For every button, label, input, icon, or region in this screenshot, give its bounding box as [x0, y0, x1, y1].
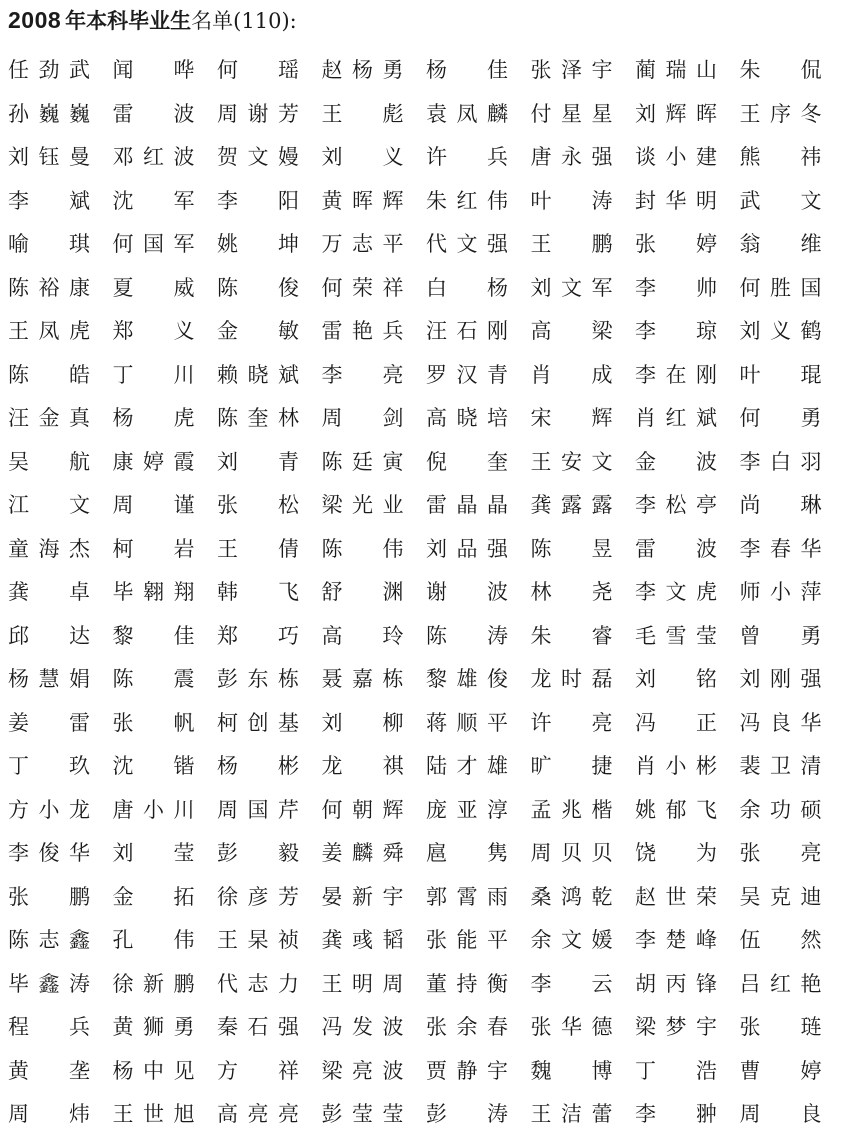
- graduate-name: 何勇: [739, 406, 822, 430]
- graduate-name: 邱达: [8, 623, 90, 648]
- graduate-name: 闻哗: [112, 58, 195, 82]
- graduate-name: 刘辉晖: [635, 101, 717, 126]
- graduate-name: 余功硕: [739, 797, 822, 822]
- graduate-name: 吕红艳: [739, 971, 822, 996]
- graduate-name: 高梁: [530, 319, 613, 343]
- graduate-name: 杨中见: [112, 1058, 195, 1083]
- graduate-name: 刘铭: [635, 667, 717, 691]
- graduate-name: 肖小彬: [635, 754, 717, 778]
- graduate-name: 张能平: [426, 928, 508, 952]
- graduate-name: 唐小川: [112, 797, 195, 822]
- graduate-name: 秦石强: [217, 1015, 299, 1039]
- graduate-name: 许亮: [530, 710, 613, 735]
- graduate-name: 毛雪莹: [635, 623, 717, 648]
- graduate-name: 陈廷寅: [321, 449, 404, 474]
- graduate-name: 梁光业: [321, 493, 404, 517]
- graduate-name: 沈军: [112, 188, 195, 213]
- graduate-name: 封华明: [635, 188, 717, 213]
- graduate-name: 王鹏: [530, 232, 613, 256]
- graduate-name: 徐新鹏: [112, 971, 195, 996]
- graduate-name: 李云: [530, 971, 613, 996]
- graduate-name: 魏博: [530, 1058, 613, 1083]
- graduate-name: 舒渊: [321, 580, 404, 604]
- graduate-name: 杨彬: [217, 754, 299, 778]
- graduate-name: 何瑶: [217, 58, 299, 82]
- graduate-name: 丁川: [112, 362, 195, 387]
- graduate-name: 尚琳: [739, 493, 822, 517]
- graduate-name: 朱侃: [739, 58, 822, 82]
- graduate-name: 陈志鑫: [8, 928, 90, 952]
- graduate-name: 王安文: [530, 449, 613, 474]
- graduate-name: 谈小建: [635, 145, 717, 169]
- graduate-name: 白杨: [426, 275, 508, 300]
- graduate-name: 冯发波: [321, 1015, 404, 1039]
- graduate-name: 李琼: [635, 319, 717, 343]
- graduate-name: 李春华: [739, 536, 822, 561]
- graduate-name: 赖晓斌: [217, 362, 299, 387]
- graduate-name: 李俊华: [8, 841, 90, 865]
- graduate-name: 付星星: [530, 101, 613, 126]
- graduate-name: 王倩: [217, 536, 299, 561]
- graduate-name: 陈涛: [426, 623, 508, 648]
- graduate-name: 何国军: [112, 232, 195, 256]
- graduate-name: 赵杨勇: [321, 58, 404, 82]
- graduate-name: 冯正: [635, 710, 717, 735]
- graduate-name: 汪石刚: [426, 319, 508, 343]
- graduate-name: 龙祺: [321, 754, 404, 778]
- graduate-name: 邓红波: [112, 145, 195, 169]
- names-grid: [8, 49, 844, 1137]
- graduate-name: 代文强: [426, 232, 508, 256]
- graduate-name: 龚卓: [8, 580, 90, 604]
- graduate-name: 张亮: [739, 841, 822, 865]
- graduate-name: 周谨: [112, 493, 195, 517]
- graduate-name: 庞亚淳: [426, 797, 508, 822]
- graduate-name: 李斌: [8, 188, 90, 213]
- graduate-name: 张鹏: [8, 884, 90, 909]
- graduate-name: 贾静宇: [426, 1058, 508, 1083]
- graduate-name: 周贝贝: [530, 841, 613, 865]
- graduate-name: 张婷: [635, 232, 717, 256]
- graduate-name: 何朝辉: [321, 797, 404, 822]
- graduate-name: 伍然: [739, 928, 822, 952]
- graduate-name: 张帆: [112, 710, 195, 735]
- graduate-name: 陆才雄: [426, 754, 508, 778]
- graduate-name: 方祥: [217, 1058, 299, 1083]
- graduate-name: 刘柳: [321, 710, 404, 735]
- graduate-name: 高玲: [321, 623, 404, 648]
- graduate-name: 王彪: [321, 101, 404, 126]
- graduate-name: 刘义鹤: [739, 319, 822, 343]
- graduate-name: 孙巍巍: [8, 101, 90, 126]
- title-bold-text: 年本科毕业生: [65, 10, 192, 33]
- graduate-name: 江文: [8, 493, 90, 517]
- graduate-name: 高亮亮: [217, 1102, 299, 1126]
- graduate-name: 姜麟舜: [321, 841, 404, 865]
- title-regular-text: 名单(110):: [191, 9, 297, 33]
- graduate-name: 梁梦宇: [635, 1015, 717, 1039]
- graduate-name: 刘刚强: [739, 667, 822, 691]
- graduate-name: 郭霄雨: [426, 884, 508, 909]
- graduate-name: 李帅: [635, 275, 717, 300]
- graduate-name: 贺文嫚: [217, 145, 299, 169]
- graduate-name: 张华德: [530, 1015, 613, 1039]
- graduate-name: 杨虎: [112, 406, 195, 430]
- graduate-name: 沈锴: [112, 754, 195, 778]
- graduate-name: 任劲武: [8, 58, 90, 82]
- graduate-name: 李白羽: [739, 449, 822, 474]
- graduate-name: 周谢芳: [217, 101, 299, 126]
- graduate-name: 李亮: [321, 362, 404, 387]
- graduate-name: 肖成: [530, 362, 613, 387]
- graduate-name: 王序冬: [739, 101, 822, 126]
- graduate-name: 彭东栋: [217, 667, 299, 691]
- graduate-name: 刘义: [321, 145, 404, 169]
- graduate-name: 胡丙锋: [635, 971, 717, 996]
- graduate-name: 彭涛: [426, 1102, 508, 1126]
- graduate-name: 唐永强: [530, 145, 613, 169]
- graduate-name: 曹婷: [739, 1058, 822, 1083]
- graduate-name: 曾勇: [739, 623, 822, 648]
- graduate-name: 翁维: [739, 232, 822, 256]
- graduate-name: 晏新宇: [321, 884, 404, 909]
- graduate-name: 雷波: [635, 536, 717, 561]
- graduate-name: 毕翱翔: [112, 580, 195, 604]
- graduate-name: 倪奎: [426, 449, 508, 474]
- graduate-name: 王洁蕾: [530, 1102, 613, 1126]
- graduate-name: 蒋顺平: [426, 710, 508, 735]
- graduate-name: 刘品强: [426, 536, 508, 561]
- graduate-name: 韩飞: [217, 580, 299, 604]
- graduate-name: 陈奎林: [217, 406, 299, 430]
- graduate-name: 方小龙: [8, 797, 90, 822]
- page-title: [8, 5, 842, 37]
- graduate-name: 柯岩: [112, 536, 195, 561]
- graduate-name: 金敏: [217, 319, 299, 343]
- graduate-name: 王杲祯: [217, 928, 299, 952]
- graduate-name: 雷晶晶: [426, 493, 508, 517]
- graduate-name: 高晓培: [426, 406, 508, 430]
- graduate-name: 姚坤: [217, 232, 299, 256]
- graduate-name: 汪金真: [8, 406, 90, 430]
- graduate-name: 余文媛: [530, 928, 613, 952]
- graduate-name: 黄晖辉: [321, 188, 404, 213]
- graduate-name: 姚郁飞: [635, 797, 717, 822]
- graduate-name: 刘文军: [530, 275, 613, 300]
- graduate-name: 吴航: [8, 449, 90, 474]
- graduate-name: 龚露露: [530, 493, 613, 517]
- graduate-name: 童海杰: [8, 536, 90, 561]
- graduate-name: 宋辉: [530, 406, 613, 430]
- title-year-text: 2008: [8, 7, 62, 33]
- graduate-name: 扈隽: [426, 841, 508, 865]
- graduate-name: 代志力: [217, 971, 299, 996]
- graduate-name: 姜雷: [8, 710, 90, 735]
- graduate-name: 周良: [739, 1102, 822, 1126]
- graduate-name: 刘青: [217, 449, 299, 474]
- graduate-name: 雷波: [112, 101, 195, 126]
- graduate-name: 熊祎: [739, 145, 822, 169]
- graduate-name: 罗汉青: [426, 362, 508, 387]
- graduate-name: 朱睿: [530, 623, 613, 648]
- graduate-name: 袁凤麟: [426, 101, 508, 126]
- graduate-name: 林尧: [530, 580, 613, 604]
- graduate-name: 金波: [635, 449, 717, 474]
- graduate-name: 陈裕康: [8, 275, 90, 300]
- graduate-name: 蔺瑞山: [635, 58, 717, 82]
- graduate-name: 陈震: [112, 667, 195, 691]
- graduate-name: 郑义: [112, 319, 195, 343]
- graduate-name: 夏威: [112, 275, 195, 300]
- graduate-name: 金拓: [112, 884, 195, 909]
- graduate-name: 吴克迪: [739, 884, 822, 909]
- graduate-name: 黎佳: [112, 623, 195, 648]
- graduate-name: 龚彧韬: [321, 928, 404, 952]
- graduate-name: 丁玖: [8, 754, 90, 778]
- graduate-name: 李松亭: [635, 493, 717, 517]
- graduate-name: 裴卫清: [739, 754, 822, 778]
- graduate-name: 赵世荣: [635, 884, 717, 909]
- graduate-name: 饶为: [635, 841, 717, 865]
- graduate-name: 程兵: [8, 1015, 90, 1039]
- graduate-name: 李在刚: [635, 362, 717, 387]
- graduate-name: 万志平: [321, 232, 404, 256]
- graduate-name: 陈昱: [530, 536, 613, 561]
- graduate-name: 毕鑫涛: [8, 971, 90, 996]
- graduate-name: 黎雄俊: [426, 667, 508, 691]
- graduate-name: 王世旭: [112, 1102, 195, 1126]
- graduate-name: 李文虎: [635, 580, 717, 604]
- graduate-name: 周炜: [8, 1102, 90, 1126]
- graduate-name: 丁浩: [635, 1058, 717, 1083]
- graduate-name: 陈俊: [217, 275, 299, 300]
- graduate-name: 张余春: [426, 1015, 508, 1039]
- graduate-name: 肖红斌: [635, 406, 717, 430]
- graduate-name: 彭毅: [217, 841, 299, 865]
- graduate-name: 李阳: [217, 188, 299, 213]
- graduate-name: 何荣祥: [321, 275, 404, 300]
- graduate-name: 师小萍: [739, 580, 822, 604]
- graduate-name: 叶琨: [739, 362, 822, 387]
- graduate-name: 许兵: [426, 145, 508, 169]
- graduate-name: 叶涛: [530, 188, 613, 213]
- graduate-name: 刘莹: [112, 841, 195, 865]
- graduate-name: 冯良华: [739, 710, 822, 735]
- graduate-name: 武文: [739, 188, 822, 213]
- graduate-name: 董持衡: [426, 971, 508, 996]
- graduate-name: 黄垄: [8, 1058, 90, 1083]
- graduate-name: 张松: [217, 493, 299, 517]
- graduate-name: 王凤虎: [8, 319, 90, 343]
- graduate-name: 李翀: [635, 1102, 717, 1126]
- graduate-name: 刘钰曼: [8, 145, 90, 169]
- graduate-name: 李楚峰: [635, 928, 717, 952]
- graduate-name: 张琏: [739, 1015, 822, 1039]
- graduate-name: 桑鸿乾: [530, 884, 613, 909]
- graduate-name: 黄狮勇: [112, 1015, 195, 1039]
- graduate-name: 杨慧娟: [8, 667, 90, 691]
- graduate-name: 彭莹莹: [321, 1102, 404, 1126]
- graduate-name: 旷捷: [530, 754, 613, 778]
- graduate-name: 谢波: [426, 580, 508, 604]
- graduate-name: 陈伟: [321, 536, 404, 561]
- graduate-name: 徐彦芳: [217, 884, 299, 909]
- graduate-name: 张泽宇: [530, 58, 613, 82]
- graduate-name: 梁亮波: [321, 1058, 404, 1083]
- graduate-name: 周国芹: [217, 797, 299, 822]
- graduate-name: 王明周: [321, 971, 404, 996]
- graduate-name: 郑巧: [217, 623, 299, 648]
- graduate-name: 喻琪: [8, 232, 90, 256]
- graduate-name: 康婷霞: [112, 449, 195, 474]
- graduate-name: 杨佳: [426, 58, 508, 82]
- graduate-name: 朱红伟: [426, 188, 508, 213]
- graduate-name: 孔伟: [112, 928, 195, 952]
- graduate-name: 孟兆楷: [530, 797, 613, 822]
- graduate-name: 龙时磊: [530, 667, 613, 691]
- graduate-name: 聂嘉栋: [321, 667, 404, 691]
- graduate-name: 陈皓: [8, 362, 90, 387]
- graduate-name: 柯创基: [217, 710, 299, 735]
- graduate-name: 周剑: [321, 406, 404, 430]
- graduate-name: 雷艳兵: [321, 319, 404, 343]
- graduate-name: 何胜国: [739, 275, 822, 300]
